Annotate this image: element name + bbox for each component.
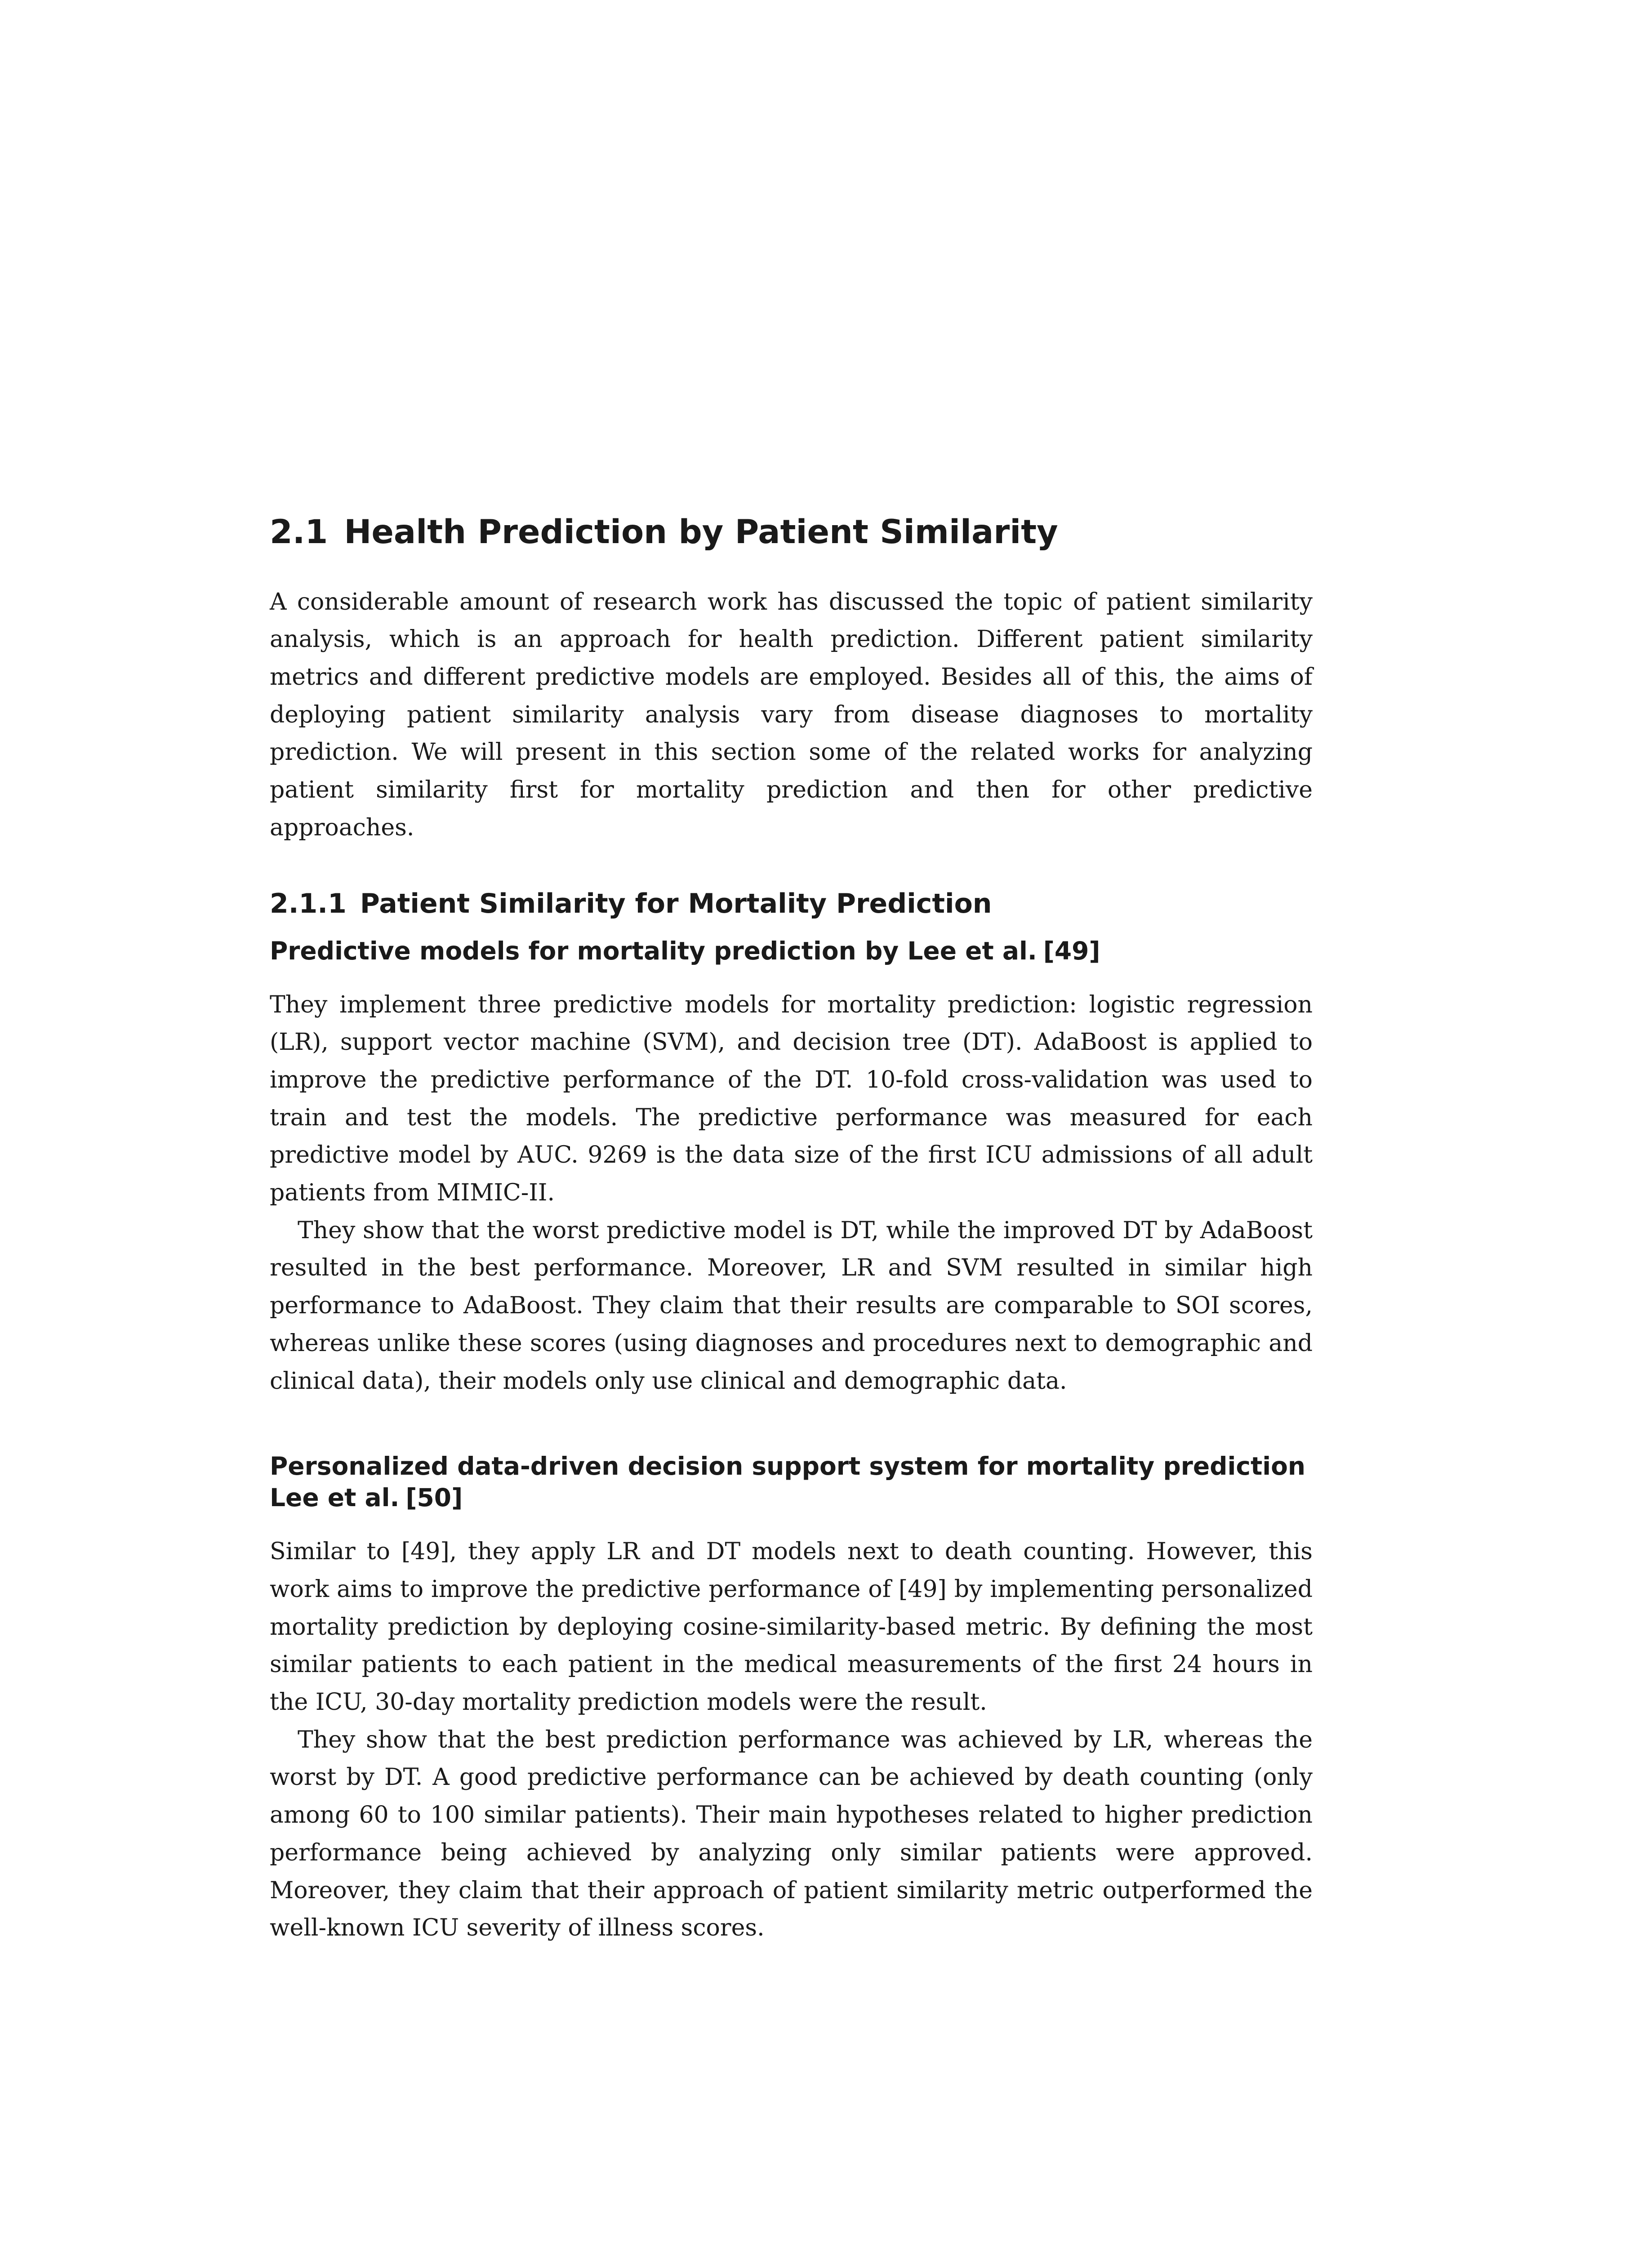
section-intro-paragraph: A considerable amount of research work has discussed the topic of patient similarity analysis, which is an approach for health prediction. Different patient similarity metrics and different predictive models are employed. Besides all of this, the aims of deploying patient similarity analysis vary from disease diagnoses to mortality prediction. We will present in this section some of the related works for analyzing patient similarity first for mortality prediction and then for other predictive approaches. (270, 588, 1313, 841)
section-heading (270, 513, 1313, 552)
work-citation: [49] (1043, 936, 1100, 965)
page-content (270, 513, 1313, 1947)
work-paragraph: Similar to [49], they apply LR and DT models next to death counting. However, this work aims to improve the predictive performance of [49] by implementing personalized mortality prediction by deploying cosine-similarity-based metric. By defining the most similar patients to each patient in the medical measurements of the first 24 hours in the ICU, 30-day mortality prediction models were the result. (270, 1538, 1313, 1716)
work-heading-lee-49 (270, 935, 1313, 967)
work-title: Personalized data-driven decision support system for mortality prediction Lee et al. (270, 1452, 1306, 1512)
work-citation: [50] (405, 1483, 463, 1512)
section-title: Health Prediction by Patient Similarity (344, 513, 1058, 551)
work-paragraph: They show that the worst predictive model is DT, while the improved DT by AdaBoost resulted in the best performance. Moreover, LR and SVM resulted in similar high performance to AdaBoost. They claim that their results are comparable to SOI scores, whereas unlike these scores (using diagnoses and procedures next to demographic and clinical data), their models only use clinical and demographic data. (270, 1217, 1313, 1395)
work-title: Predictive models for mortality prediction by Lee et al. (270, 936, 1037, 965)
work-paragraph: They implement three predictive models for mortality prediction: logistic regression (LR), support vector machine (SVM), and decision tree (DT). AdaBoost is applied to improve the predictive performance of the DT. 10-fold cross-validation was used to train and test the models. The predictive performance was measured for each predictive model by AUC. 9269 is the data size of the first ICU admissions of all adult patients from MIMIC-II. (270, 991, 1313, 1207)
subsection-title: Patient Similarity for Mortality Prediction (360, 888, 992, 919)
work-heading-lee-50 (270, 1450, 1313, 1513)
subsection-number: 2.1.1 (270, 888, 347, 919)
section-number: 2.1 (270, 513, 328, 551)
work-paragraph: They show that the best prediction performance was achieved by LR, whereas the worst by DT. A good predictive performance can be achieved by death counting (only among 60 to 100 similar patients). Their main hypotheses related to higher prediction performance being achieved by analyzing only similar patients were approved. Moreover, they claim that their approach of patient similarity metric outperformed the well-known ICU severity of illness scores. (270, 1726, 1313, 1942)
subsection-heading (270, 888, 1313, 920)
